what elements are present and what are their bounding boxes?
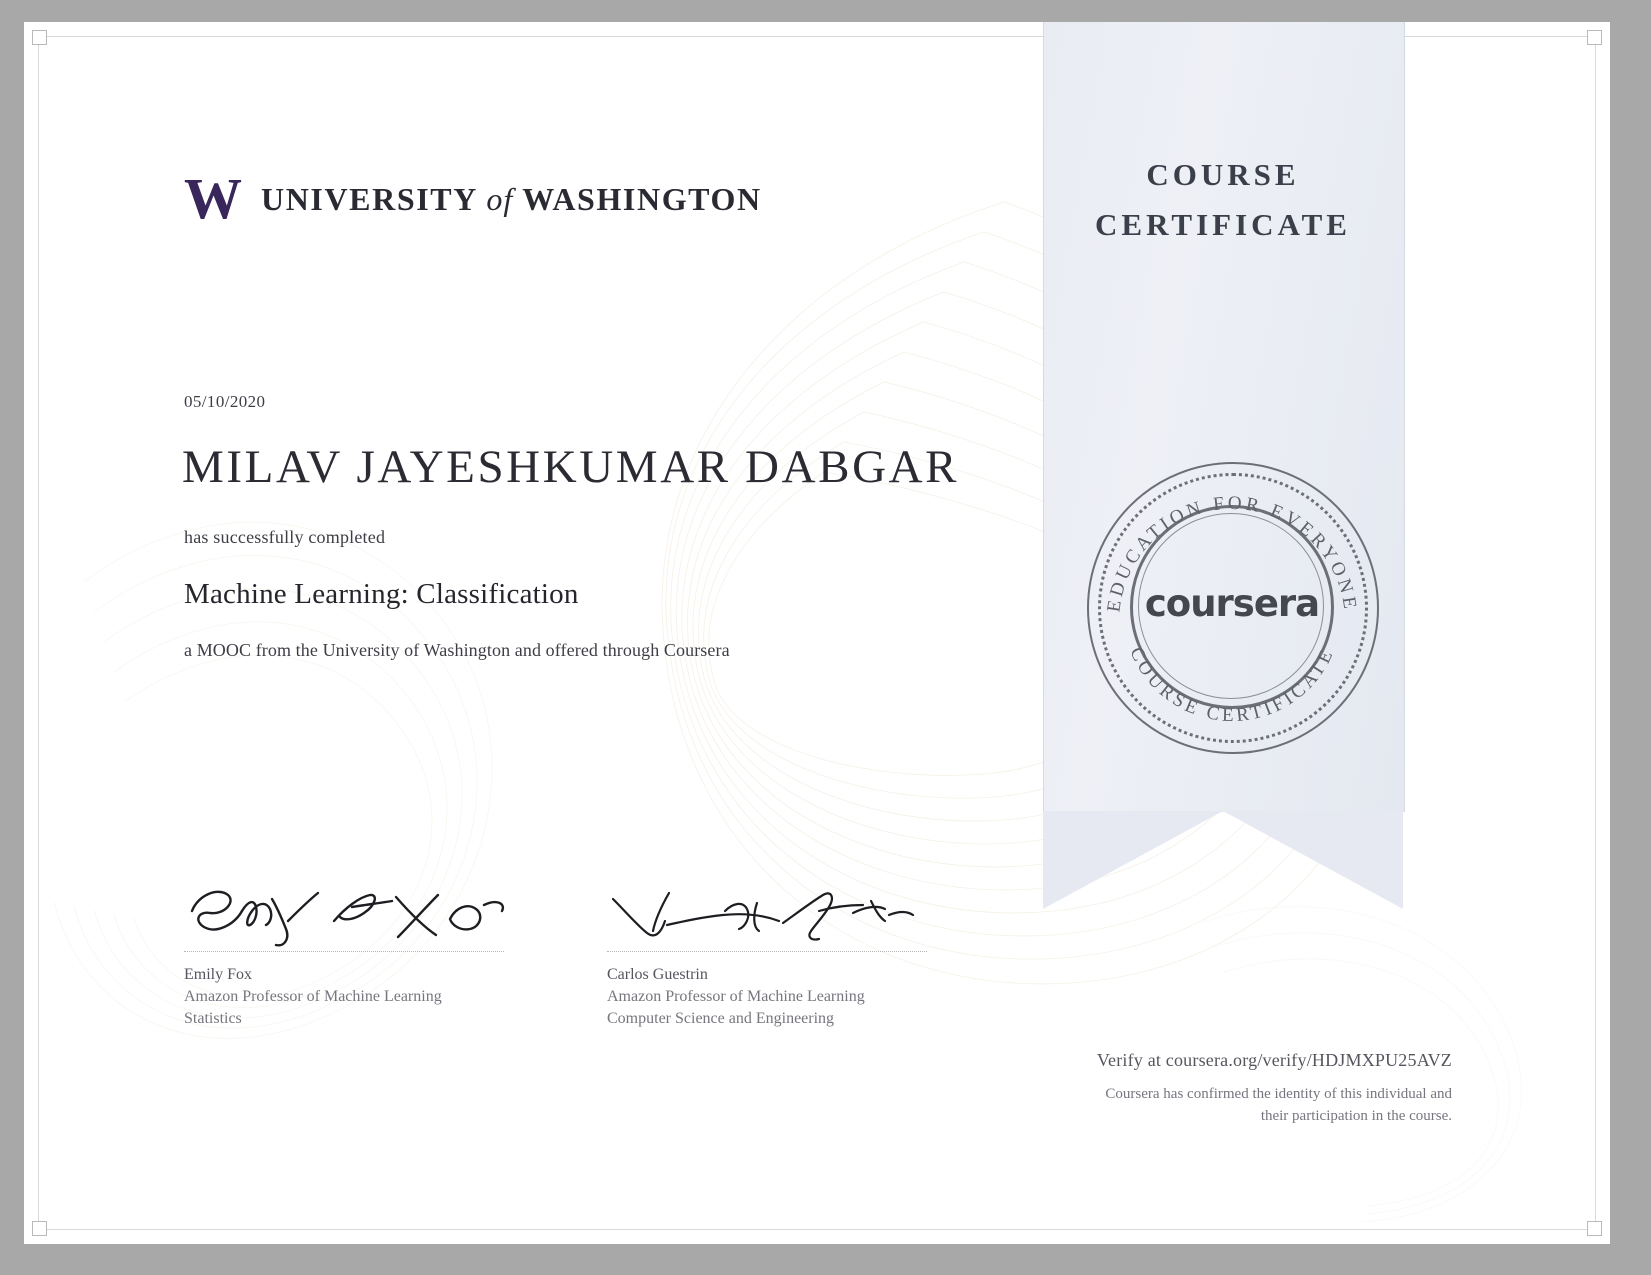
ribbon-title-line1: COURSE: [1146, 157, 1300, 192]
signature-block-carlos-guestrin: [607, 877, 937, 1030]
seal-bottom-arc-text: COURSE CERTIFICATE: [1125, 644, 1339, 727]
signature-block-emily-fox: [184, 877, 514, 1030]
signature-rule: [607, 951, 927, 952]
university-name: [261, 181, 762, 218]
university-name-part1: UNIVERSITY: [261, 180, 477, 217]
signatory-department: Statistics: [184, 1010, 242, 1027]
signatory-title: Amazon Professor of Machine Learning: [607, 988, 865, 1005]
signature-mark-icon: [184, 877, 514, 949]
corner-ornament-bottom-right: [1587, 1221, 1602, 1236]
ribbon-title-line2: CERTIFICATE: [1095, 207, 1351, 242]
recipient-name: MILAV JAYESHKUMAR DABGAR: [182, 441, 960, 493]
verification-note-line2: their participation in the course.: [1260, 1108, 1452, 1124]
signature-rule: [184, 951, 504, 952]
completion-text: has successfully completed: [184, 527, 386, 547]
ribbon-point: [1043, 811, 1403, 909]
mooc-description: a MOOC from the University of Washington and offered through Coursera: [184, 640, 730, 660]
verification-note: [832, 1083, 1452, 1127]
signatory-title: Amazon Professor of Machine Learning: [184, 988, 442, 1005]
issue-date: 05/10/2020: [184, 392, 266, 411]
university-name-of: of: [486, 180, 514, 217]
signatory-department: Computer Science and Engineering: [607, 1010, 835, 1027]
coursera-wordmark: coursera: [1144, 582, 1320, 625]
corner-ornament-top-right: [1587, 30, 1602, 45]
coursera-seal-icon: [1087, 462, 1377, 752]
signatory-name: Emily Fox: [184, 966, 253, 983]
corner-ornament-top-left: [32, 30, 47, 45]
ribbon-title: [1043, 150, 1403, 250]
verification-note-line1: Coursera has confirmed the identity of this individual and: [1105, 1086, 1452, 1102]
seal-top-arc-text: EDUCATION FOR EVERYONE: [1103, 492, 1361, 614]
verification-url[interactable]: Verify at coursera.org/verify/HDJMXPU25AVZ: [1096, 1050, 1452, 1070]
certificate-card: [24, 22, 1610, 1244]
university-logo: [184, 166, 762, 231]
signature-mark-icon: [607, 877, 937, 949]
signatory-name: Carlos Guestrin: [607, 966, 708, 983]
verification-block: [832, 1050, 1452, 1127]
university-name-part2: WASHINGTON: [522, 180, 762, 217]
uw-w-icon: W: [184, 166, 239, 231]
corner-ornament-bottom-left: [32, 1221, 47, 1236]
course-name: Machine Learning: Classification: [184, 578, 579, 610]
